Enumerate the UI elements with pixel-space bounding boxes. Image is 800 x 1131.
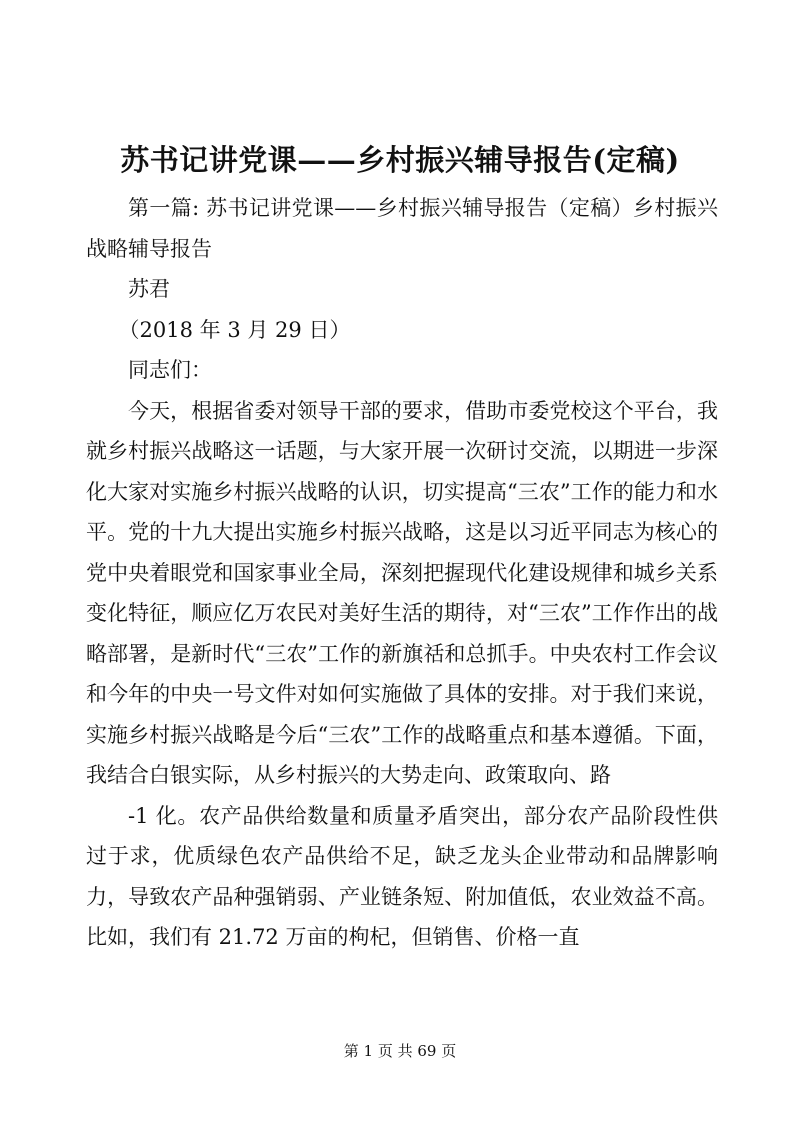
paragraph-date: （2018 年 3 月 29 日） [118,317,351,342]
document-body [86,188,718,958]
paragraph-intro: 今天，根据省委对领导干部的要求，借助市委党校这个平台，我就乡村振兴战略这一话题，与大家开展一次研讨交流，以期进一步深化大家对实施乡村振兴战略的认识，切实提高“三农”工作的能力和水平。党的十九大提出实施乡村振兴战略，这是以习近平同志为核心的党中央着眼党和国家事业全局，深刻把握现代化建设规律和城乡关系变化特征，顺应亿万农民对美好生活的期待，对“三农”工作作出的战略部署，是新时代“三农”工作的新旗䄆和总抓手。中央农村工作会议和今年的中央一号文件对如何实施做了具体的安排。对于我们来说，实施乡村振兴战略是今后“三农”工作的战略重点和基本遵循。下面，我结合白银实际，从乡村振兴的大势走向、政策取向、路 [86,398,718,787]
paragraph-salutation: 同志们： [128,358,212,382]
document-title: 苏书记讲党课——乡村振兴辅导报告(定稿) [120,143,680,177]
paragraph-heading: 第一篇: 苏书记讲党课——乡村振兴辅导报告（定稿）乡村振兴战略辅导报告 [86,196,718,261]
page-number: 第 1 页 共 69 页 [343,1042,457,1060]
paragraph-continuation: -1 化。农产品供给数量和质量矛盾突出，部分农产品阶段性供过于求，优质绿色农产品供给不足，缺乏龙头企业带动和品牌影响力，导致农产品种强销弱、产业链条短、附加值低，农业效益不高。比如，我们有 21.72 万亩的枸杞，但销售、价格一直 [86,803,718,949]
paragraph-author: 苏君 [128,277,170,301]
